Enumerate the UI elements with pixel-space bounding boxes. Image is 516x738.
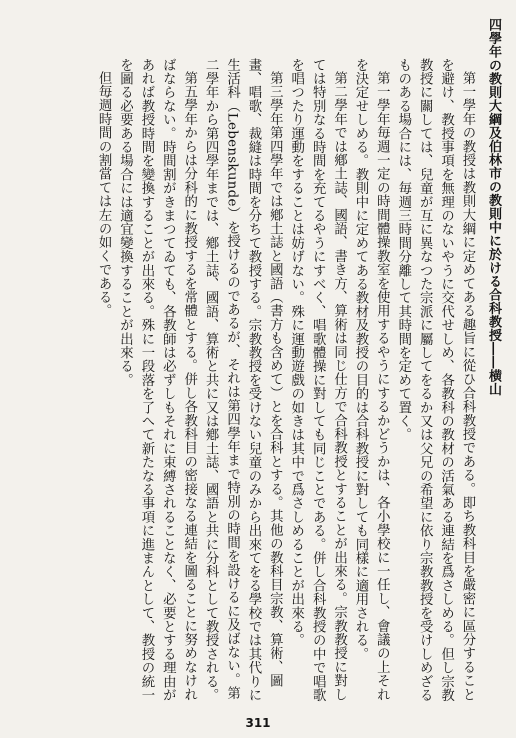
paragraph: 第一學年毎週一定の時間體操教室を使用するやうにするかどうかは、各小學校に一任し、會議の上それを決定せしめる。教則中に定めてある教材及教授の目的は合科教授に對しても同樣に適用される。 bbox=[352, 58, 390, 702]
paragraph: 但毎週時間の割當ては左の如くである。 bbox=[96, 71, 112, 318]
body-text bbox=[40, 58, 478, 710]
page-number: 311 bbox=[245, 716, 271, 730]
paragraph: 第二學年では鄕土誌、國語、書き方、算術は同じ仕方で合科教授とすることが出來る。宗教教授に對しては特別なる時間を充てるやうにすべく、唱歌體操に對しても同じことである。併し合科教授の中で唱歌を唱つたり運動をすることは妨げない。殊に運動遊戲の如きは其中で爲さしめることが出來る。 bbox=[288, 58, 347, 702]
paragraph: 第三學年第四學年では鄕土誌と國語（書方も含めて）とを合科とする。其他の教科目宗教、算術、圖畫、唱歌、裁縫は時間を分ちて教授する。宗教教授を受けない兒童のみから出來てをる學校では其代りに生活科（Lebenskunde）を授けるのであるが、それは第四學年まで特別の時間を設けるに及ばない。第二學年から第四學年までは、鄕土誌、國語、算術と共に又は鄕土誌、國語と共に分科として教授される。 bbox=[203, 58, 283, 702]
paragraph: 第五學年からは分科的に教授するを常體とする。併し各教科目の密接なる連結を圖ることに努めなければならない。時間割がきまつてゐても、各教師は必ずしもそれに束縛されることなく、必要とする理由があれば教授時間を變換することが出來る。殊に一段落を了へて新たなる事項に進まんとして、教授の統一を圖る必要ある場合には適宜變換することが出來る。 bbox=[117, 58, 197, 702]
running-header: 四學年の教則大綱及伯林市の教則中に於ける合科教授――横山 bbox=[486, 18, 501, 396]
paragraph: 第一學年の教授は教則大綱に定めてある趣旨に從ひ合科教授である。即ち教科目を嚴密に區分することを避け、教授事項を無理のないやうに交代せしめ、各教科の教材の活氣ある連結を爲さしめる。但し宗教教授に關しては、兒童が互に異なつた宗派に屬してをるか又は父兄の希望に依り宗教教授を受けしめざるものある場合には、毎週三時間分離して其時間を定めて置く。 bbox=[395, 58, 475, 702]
